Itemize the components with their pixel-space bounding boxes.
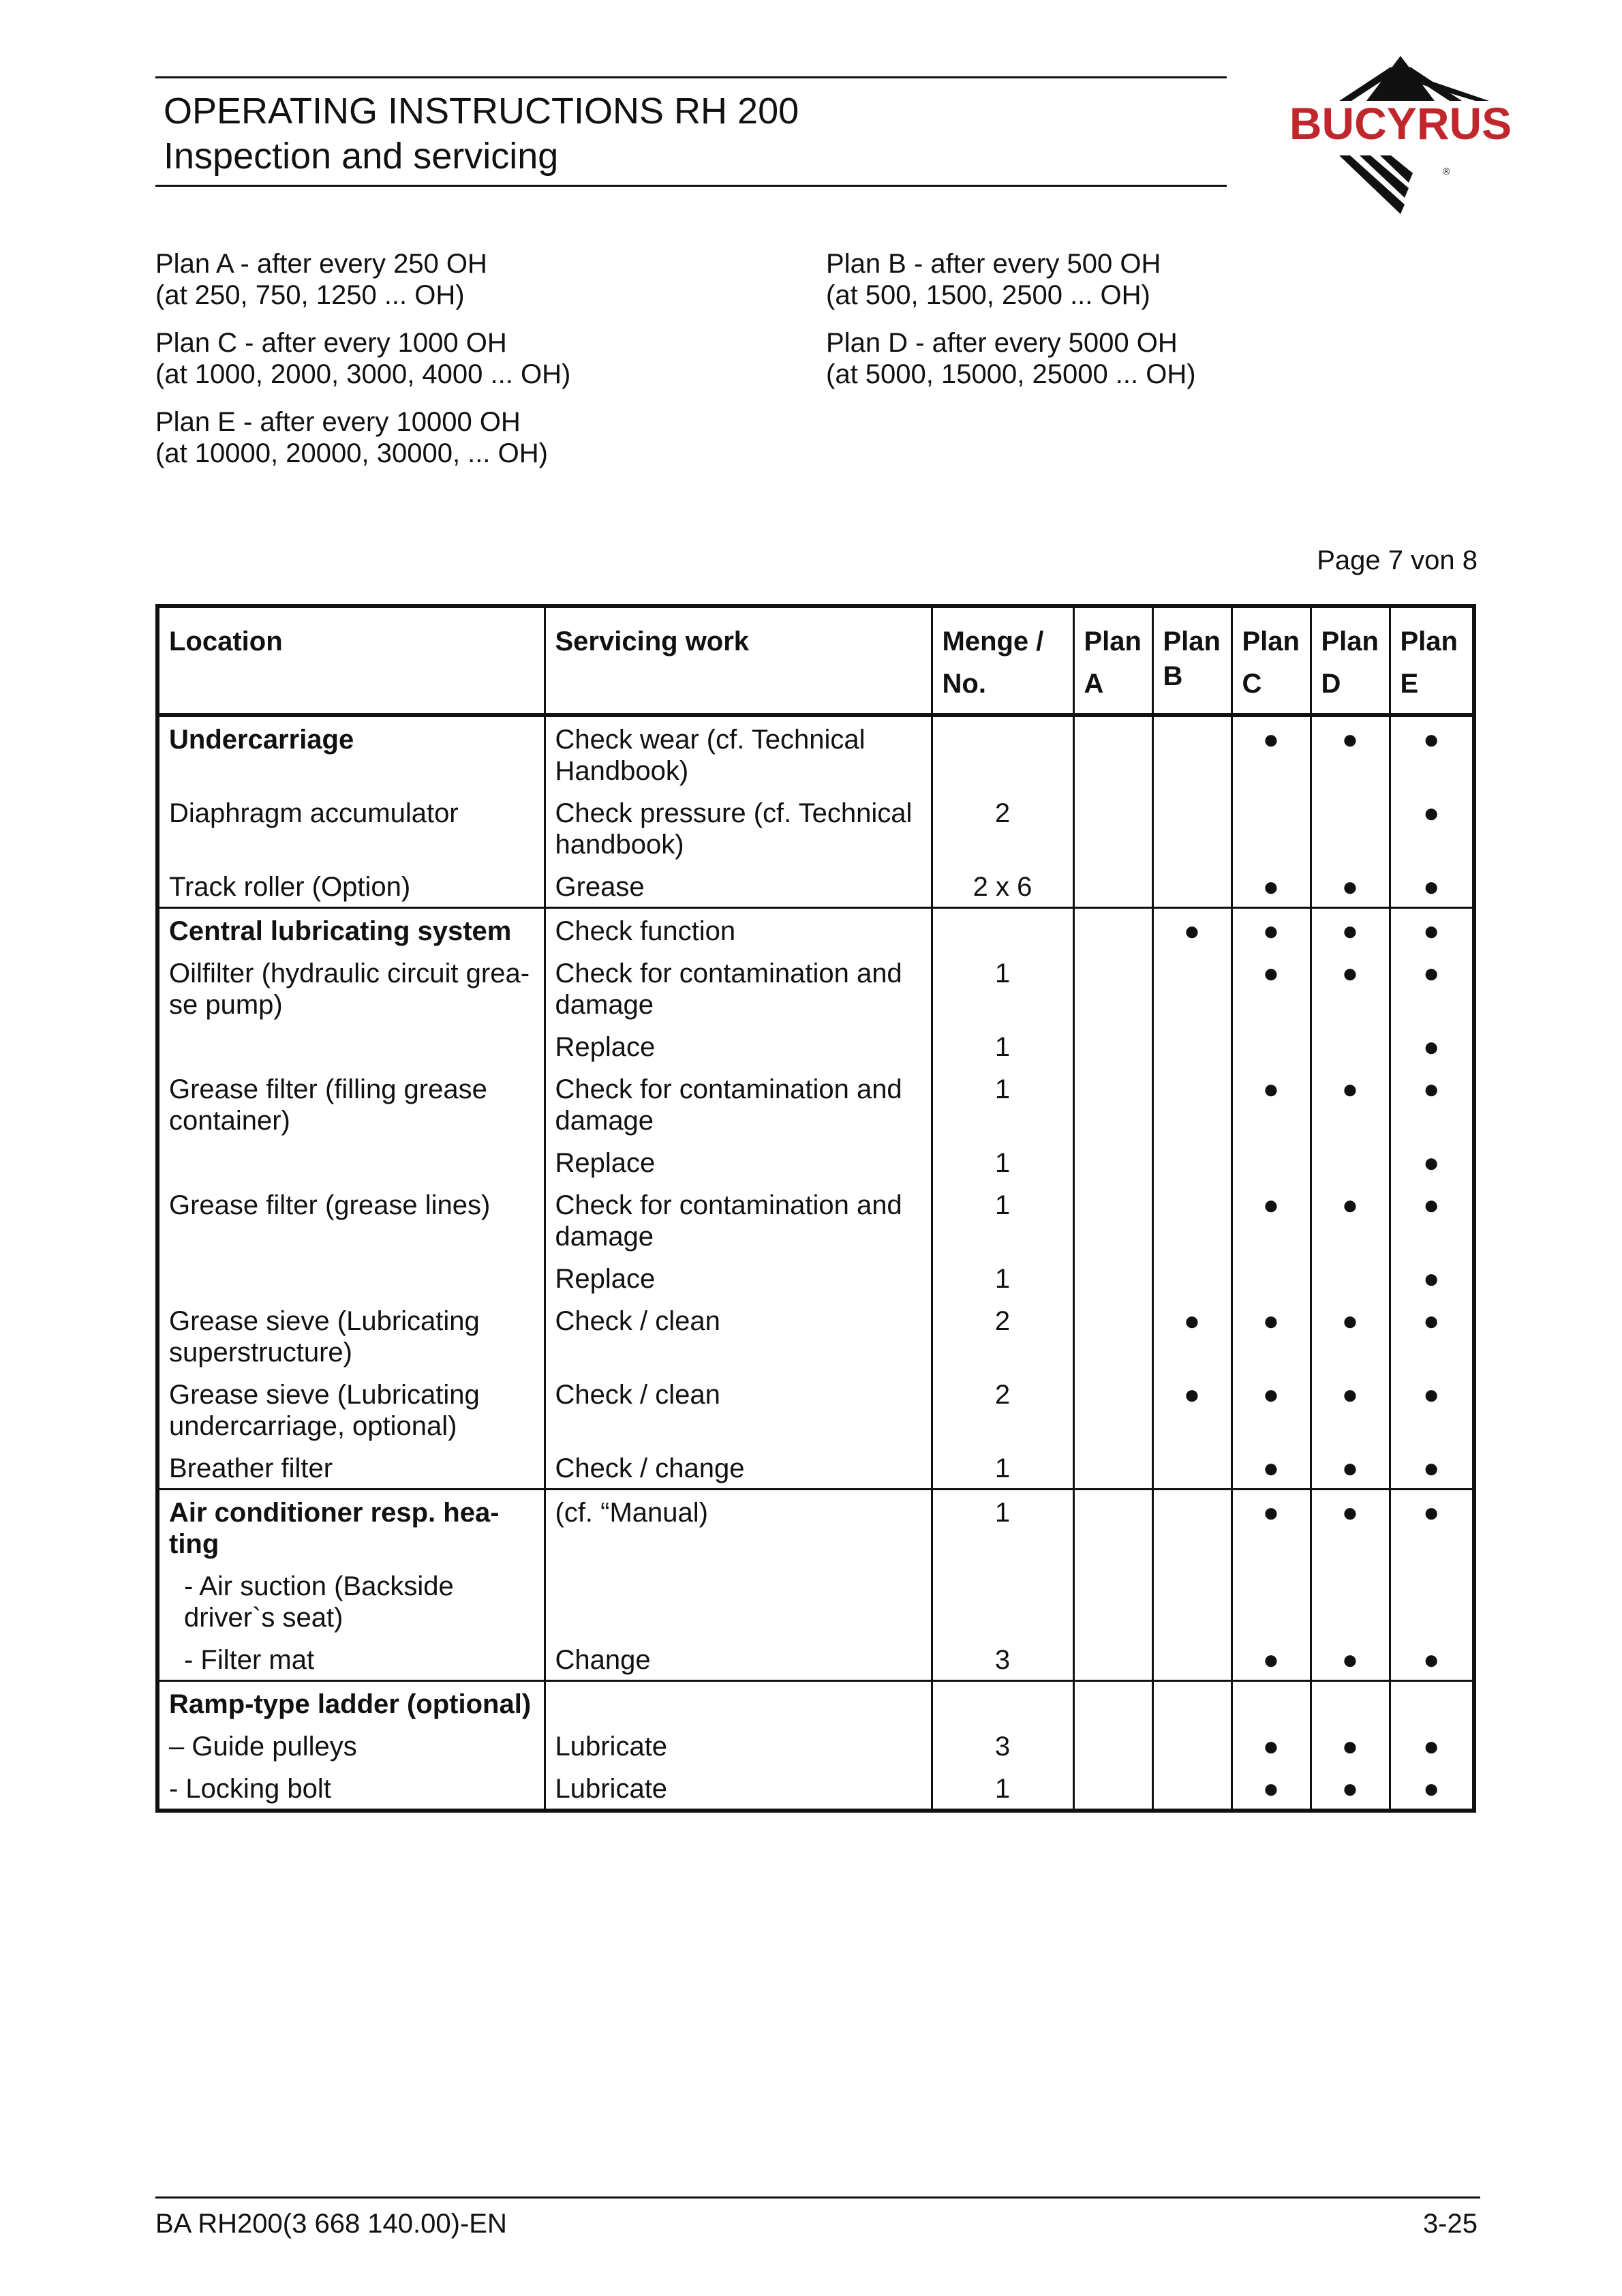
- bullet-icon: ●: [1341, 1074, 1359, 1104]
- bullet-icon: ●: [1183, 1380, 1201, 1410]
- header-quantity: Menge / No.: [932, 606, 1073, 715]
- plan-a-title: Plan A - after every 250 OH: [155, 249, 487, 279]
- cell-plan-b: [1152, 1141, 1231, 1183]
- cell-quantity: 2: [932, 1299, 1073, 1372]
- bullet-icon: ●: [1341, 1732, 1359, 1762]
- cell-plan-c: [1231, 1372, 1311, 1446]
- cell-servicing-work: Lubricate: [545, 1766, 932, 1811]
- cell-quantity: 1: [932, 1490, 1073, 1565]
- bullet-icon: ●: [1423, 1074, 1440, 1104]
- cell-plan-b: [1152, 1681, 1231, 1725]
- cell-quantity: 2: [932, 1372, 1073, 1446]
- cell-servicing-work: Check for contamination and damage: [545, 1067, 932, 1141]
- cell-plan-e: [1390, 715, 1474, 791]
- bullet-icon: ●: [1423, 1453, 1440, 1483]
- cell-servicing-work: Grease: [545, 864, 932, 908]
- cell-plan-a: [1073, 1299, 1152, 1372]
- cell-plan-d: [1311, 1299, 1390, 1372]
- cell-plan-d: [1311, 1564, 1390, 1637]
- cell-location: Ramp-type ladder (optional): [157, 1681, 545, 1725]
- cell-plan-e: [1390, 951, 1474, 1025]
- cell-plan-b: [1152, 1564, 1231, 1637]
- bullet-icon: ●: [1423, 1032, 1440, 1062]
- cell-plan-a: [1073, 1372, 1152, 1446]
- cell-plan-a: [1073, 1490, 1152, 1565]
- cell-quantity: [932, 1681, 1073, 1725]
- bullet-icon: ●: [1423, 1774, 1440, 1804]
- cell-plan-e: [1390, 1067, 1474, 1141]
- cell-location: Undercarriage: [157, 715, 545, 791]
- cell-plan-e: [1390, 1724, 1474, 1766]
- cell-plan-b: [1152, 1490, 1231, 1565]
- cell-plan-a: [1073, 1637, 1152, 1681]
- bullet-icon: ●: [1423, 1190, 1440, 1220]
- cell-plan-e: [1390, 1372, 1474, 1446]
- cell-plan-a: [1073, 1025, 1152, 1067]
- cell-plan-b: [1152, 1256, 1231, 1299]
- cell-plan-e: [1390, 1490, 1474, 1565]
- cell-plan-a: [1073, 1141, 1152, 1183]
- bullet-icon: ●: [1423, 1264, 1440, 1294]
- cell-location: [157, 1025, 545, 1067]
- plan-a-intervals: (at 250, 750, 1250 ... OH): [155, 280, 465, 310]
- bullet-icon: ●: [1341, 1380, 1359, 1410]
- plan-e-intervals: (at 10000, 20000, 30000, ... OH): [155, 438, 548, 468]
- cell-plan-e: [1390, 1183, 1474, 1256]
- cell-servicing-work: Check / clean: [545, 1299, 932, 1372]
- bullet-icon: ●: [1183, 916, 1201, 946]
- cell-plan-b: [1152, 1025, 1231, 1067]
- cell-quantity: [932, 715, 1073, 791]
- cell-location: Central lubricating system: [157, 908, 545, 952]
- table-row: [157, 1025, 1474, 1067]
- bullet-icon: ●: [1262, 1732, 1280, 1762]
- cell-plan-e: [1390, 1446, 1474, 1490]
- document-title: OPERATING INSTRUCTIONS RH 200: [164, 91, 799, 132]
- bullet-icon: ●: [1183, 1306, 1201, 1336]
- cell-plan-a: [1073, 1564, 1152, 1637]
- cell-location: Breather filter: [157, 1446, 545, 1490]
- header-bottom-rule: [155, 185, 1227, 187]
- cell-plan-c: [1231, 1183, 1311, 1256]
- bullet-icon: ●: [1262, 725, 1280, 755]
- cell-location: Oilfilter (hydraulic circuit grea-se pump): [157, 951, 545, 1025]
- cell-quantity: 1: [932, 1025, 1073, 1067]
- cell-plan-e: [1390, 1141, 1474, 1183]
- table-row: [157, 908, 1474, 952]
- cell-servicing-work: [545, 1681, 932, 1725]
- table-row: [157, 1141, 1474, 1183]
- cell-servicing-work: Replace: [545, 1141, 932, 1183]
- cell-servicing-work: Check for contamination and damage: [545, 951, 932, 1025]
- servicing-table: [155, 604, 1476, 1813]
- header-servicing-work: Servicing work: [545, 606, 932, 715]
- bullet-icon: ●: [1262, 1774, 1280, 1804]
- bullet-icon: ●: [1262, 1453, 1280, 1483]
- bullet-icon: ●: [1341, 1306, 1359, 1336]
- cell-servicing-work: Replace: [545, 1025, 932, 1067]
- cell-plan-a: [1073, 791, 1152, 864]
- cell-plan-e: [1390, 1025, 1474, 1067]
- cell-plan-b: [1152, 1637, 1231, 1681]
- cell-plan-d: [1311, 1446, 1390, 1490]
- cell-quantity: 1: [932, 1766, 1073, 1811]
- cell-plan-d: [1311, 1637, 1390, 1681]
- table-row: [157, 1256, 1474, 1299]
- cell-quantity: [932, 1564, 1073, 1637]
- cell-plan-c: [1231, 1681, 1311, 1725]
- cell-location: Diaphragm accumulator: [157, 791, 545, 864]
- table-row: [157, 1564, 1474, 1637]
- cell-plan-c: [1231, 1025, 1311, 1067]
- cell-location: - Locking bolt: [157, 1766, 545, 1811]
- cell-quantity: 1: [932, 1141, 1073, 1183]
- bullet-icon: ●: [1262, 1306, 1280, 1336]
- bullet-icon: ●: [1423, 916, 1440, 946]
- cell-quantity: 3: [932, 1637, 1073, 1681]
- cell-quantity: 3: [932, 1724, 1073, 1766]
- cell-plan-b: [1152, 1299, 1231, 1372]
- bullet-icon: ●: [1262, 916, 1280, 946]
- document-subtitle: Inspection and servicing: [164, 136, 559, 177]
- cell-plan-c: [1231, 951, 1311, 1025]
- cell-plan-c: [1231, 1564, 1311, 1637]
- cell-plan-b: [1152, 1766, 1231, 1811]
- footer-rule: [155, 2196, 1480, 2199]
- table-row: [157, 951, 1474, 1025]
- cell-plan-b: [1152, 791, 1231, 864]
- cell-plan-d: [1311, 1372, 1390, 1446]
- bullet-icon: ●: [1262, 1190, 1280, 1220]
- bullet-icon: ●: [1341, 1774, 1359, 1804]
- cell-plan-b: [1152, 1372, 1231, 1446]
- cell-location: – Guide pulleys: [157, 1724, 545, 1766]
- cell-plan-d: [1311, 1256, 1390, 1299]
- header-top-rule: [155, 76, 1227, 78]
- cell-servicing-work: Check / clean: [545, 1372, 932, 1446]
- plan-c-intervals: (at 1000, 2000, 3000, 4000 ... OH): [155, 359, 571, 389]
- cell-plan-d: [1311, 1025, 1390, 1067]
- cell-plan-d: [1311, 1067, 1390, 1141]
- cell-plan-e: [1390, 1766, 1474, 1811]
- cell-quantity: 1: [932, 1067, 1073, 1141]
- cell-plan-c: [1231, 715, 1311, 791]
- cell-servicing-work: Check pressure (cf. Technical handbook): [545, 791, 932, 864]
- cell-quantity: 1: [932, 1446, 1073, 1490]
- cell-location: Grease filter (filling grease container): [157, 1067, 545, 1141]
- header-plan-c: Plan C: [1231, 606, 1311, 715]
- cell-plan-a: [1073, 864, 1152, 908]
- cell-plan-a: [1073, 1183, 1152, 1256]
- bullet-icon: ●: [1341, 872, 1359, 902]
- bullet-icon: ●: [1423, 1498, 1440, 1528]
- cell-plan-e: [1390, 1637, 1474, 1681]
- cell-plan-b: [1152, 951, 1231, 1025]
- bullet-icon: ●: [1262, 872, 1280, 902]
- cell-plan-a: [1073, 1446, 1152, 1490]
- cell-plan-b: [1152, 1183, 1231, 1256]
- bullet-icon: ●: [1423, 958, 1440, 988]
- plan-d-intervals: (at 5000, 15000, 25000 ... OH): [826, 359, 1196, 389]
- header-plan-d: Plan D: [1311, 606, 1390, 715]
- cell-plan-c: [1231, 1766, 1311, 1811]
- bullet-icon: ●: [1423, 1732, 1440, 1762]
- table-row: [157, 1490, 1474, 1565]
- cell-quantity: [932, 908, 1073, 952]
- cell-plan-c: [1231, 1490, 1311, 1565]
- bullet-icon: ●: [1423, 725, 1440, 755]
- cell-plan-a: [1073, 1724, 1152, 1766]
- page-label: Page 7 von 8: [1317, 545, 1478, 575]
- cell-quantity: 2 x 6: [932, 864, 1073, 908]
- cell-plan-e: [1390, 864, 1474, 908]
- bullet-icon: ●: [1423, 1148, 1440, 1178]
- cell-plan-a: [1073, 951, 1152, 1025]
- cell-plan-a: [1073, 1681, 1152, 1725]
- table-row: [157, 864, 1474, 908]
- cell-plan-e: [1390, 1681, 1474, 1725]
- bullet-icon: ●: [1262, 958, 1280, 988]
- cell-plan-c: [1231, 1299, 1311, 1372]
- cell-quantity: 1: [932, 1183, 1073, 1256]
- cell-plan-d: [1311, 1490, 1390, 1565]
- cell-quantity: 1: [932, 951, 1073, 1025]
- cell-quantity: 2: [932, 791, 1073, 864]
- bullet-icon: ●: [1341, 1453, 1359, 1483]
- cell-location: - Filter mat: [157, 1637, 545, 1681]
- bucyrus-logo: [1264, 53, 1537, 217]
- bullet-icon: ●: [1423, 798, 1440, 828]
- cell-plan-c: [1231, 1446, 1311, 1490]
- bullet-icon: ●: [1262, 1380, 1280, 1410]
- cell-plan-a: [1073, 1067, 1152, 1141]
- plan-e-title: Plan E - after every 10000 OH: [155, 407, 521, 437]
- cell-location: Grease sieve (Lubricating undercarriage, optional): [157, 1372, 545, 1446]
- cell-plan-b: [1152, 908, 1231, 952]
- cell-plan-b: [1152, 1446, 1231, 1490]
- cell-plan-d: [1311, 1141, 1390, 1183]
- cell-plan-b: [1152, 864, 1231, 908]
- table-row: [157, 1637, 1474, 1681]
- cell-servicing-work: Check for contamination and damage: [545, 1183, 932, 1256]
- bullet-icon: ●: [1341, 1190, 1359, 1220]
- cell-location: Air conditioner resp. hea-ting: [157, 1490, 545, 1565]
- cell-plan-e: [1390, 908, 1474, 952]
- cell-plan-c: [1231, 1256, 1311, 1299]
- cell-servicing-work: Change: [545, 1637, 932, 1681]
- plan-b-note: [826, 248, 1161, 311]
- cell-plan-e: [1390, 1256, 1474, 1299]
- logo-wordmark: BUCYRUS: [1289, 98, 1512, 149]
- bullet-icon: ●: [1262, 1645, 1280, 1675]
- cell-plan-c: [1231, 1724, 1311, 1766]
- cell-plan-b: [1152, 1067, 1231, 1141]
- cell-plan-c: [1231, 864, 1311, 908]
- plan-b-intervals: (at 500, 1500, 2500 ... OH): [826, 280, 1150, 310]
- bullet-icon: ●: [1423, 1645, 1440, 1675]
- cell-servicing-work: [545, 1564, 932, 1637]
- cell-servicing-work: Check function: [545, 908, 932, 952]
- table-row: [157, 1766, 1474, 1811]
- cell-servicing-work: (cf. “Manual): [545, 1490, 932, 1565]
- bullet-icon: ●: [1341, 1645, 1359, 1675]
- bullet-icon: ●: [1262, 1498, 1280, 1528]
- header-plan-a: Plan A: [1073, 606, 1152, 715]
- cell-plan-a: [1073, 1766, 1152, 1811]
- plan-c-note: [155, 327, 570, 390]
- cell-servicing-work: Replace: [545, 1256, 932, 1299]
- plan-b-title: Plan B - after every 500 OH: [826, 249, 1161, 279]
- plan-d-title: Plan D - after every 5000 OH: [826, 328, 1178, 358]
- cell-servicing-work: Check wear (cf. Technical Handbook): [545, 715, 932, 791]
- bullet-icon: ●: [1341, 916, 1359, 946]
- cell-plan-e: [1390, 1564, 1474, 1637]
- plan-c-title: Plan C - after every 1000 OH: [155, 328, 507, 358]
- header-plan-e: Plan E: [1390, 606, 1474, 715]
- cell-plan-c: [1231, 908, 1311, 952]
- cell-location: Track roller (Option): [157, 864, 545, 908]
- cell-plan-a: [1073, 908, 1152, 952]
- bullet-icon: ●: [1423, 1306, 1440, 1336]
- bullet-icon: ●: [1423, 1380, 1440, 1410]
- table-row: [157, 1372, 1474, 1446]
- svg-text:®: ®: [1443, 166, 1450, 177]
- cell-location: [157, 1256, 545, 1299]
- cell-plan-c: [1231, 1637, 1311, 1681]
- cell-plan-a: [1073, 715, 1152, 791]
- bullet-icon: ●: [1341, 958, 1359, 988]
- cell-plan-a: [1073, 1256, 1152, 1299]
- cell-servicing-work: Check / change: [545, 1446, 932, 1490]
- cell-plan-e: [1390, 791, 1474, 864]
- bullet-icon: ●: [1262, 1074, 1280, 1104]
- table-row: [157, 715, 1474, 791]
- plan-d-note: [826, 327, 1196, 390]
- cell-plan-d: [1311, 864, 1390, 908]
- table-header-row: [157, 606, 1474, 715]
- cell-plan-c: [1231, 1067, 1311, 1141]
- cell-plan-d: [1311, 1681, 1390, 1725]
- cell-plan-d: [1311, 1724, 1390, 1766]
- cell-plan-e: [1390, 1299, 1474, 1372]
- table-row: [157, 1724, 1474, 1766]
- header-location: Location: [157, 606, 545, 715]
- cell-plan-d: [1311, 908, 1390, 952]
- header-plan-b: Plan B: [1152, 606, 1231, 715]
- footer-document-code: BA RH200(3 668 140.00)-EN: [155, 2209, 507, 2239]
- cell-plan-b: [1152, 1724, 1231, 1766]
- cell-plan-d: [1311, 1766, 1390, 1811]
- cell-location: - Air suction (Backside driver`s seat): [157, 1564, 545, 1637]
- plan-e-note: [155, 406, 548, 469]
- bullet-icon: ●: [1341, 725, 1359, 755]
- table-row: [157, 1299, 1474, 1372]
- table-row: [157, 1446, 1474, 1490]
- table-row: [157, 791, 1474, 864]
- cell-plan-d: [1311, 791, 1390, 864]
- cell-plan-d: [1311, 1183, 1390, 1256]
- cell-location: Grease sieve (Lubricating superstructure): [157, 1299, 545, 1372]
- table-body: [157, 715, 1474, 1811]
- cell-location: Grease filter (grease lines): [157, 1183, 545, 1256]
- bullet-icon: ●: [1423, 872, 1440, 902]
- table-row: [157, 1681, 1474, 1725]
- cell-plan-c: [1231, 1141, 1311, 1183]
- cell-quantity: 1: [932, 1256, 1073, 1299]
- bullet-icon: ●: [1341, 1498, 1359, 1528]
- cell-plan-d: [1311, 715, 1390, 791]
- cell-plan-c: [1231, 791, 1311, 864]
- cell-location: [157, 1141, 545, 1183]
- table-row: [157, 1067, 1474, 1141]
- cell-plan-d: [1311, 951, 1390, 1025]
- footer-page-number: 3-25: [1422, 2209, 1478, 2239]
- cell-plan-b: [1152, 715, 1231, 791]
- table-row: [157, 1183, 1474, 1256]
- cell-servicing-work: Lubricate: [545, 1724, 932, 1766]
- plan-a-note: [155, 248, 487, 311]
